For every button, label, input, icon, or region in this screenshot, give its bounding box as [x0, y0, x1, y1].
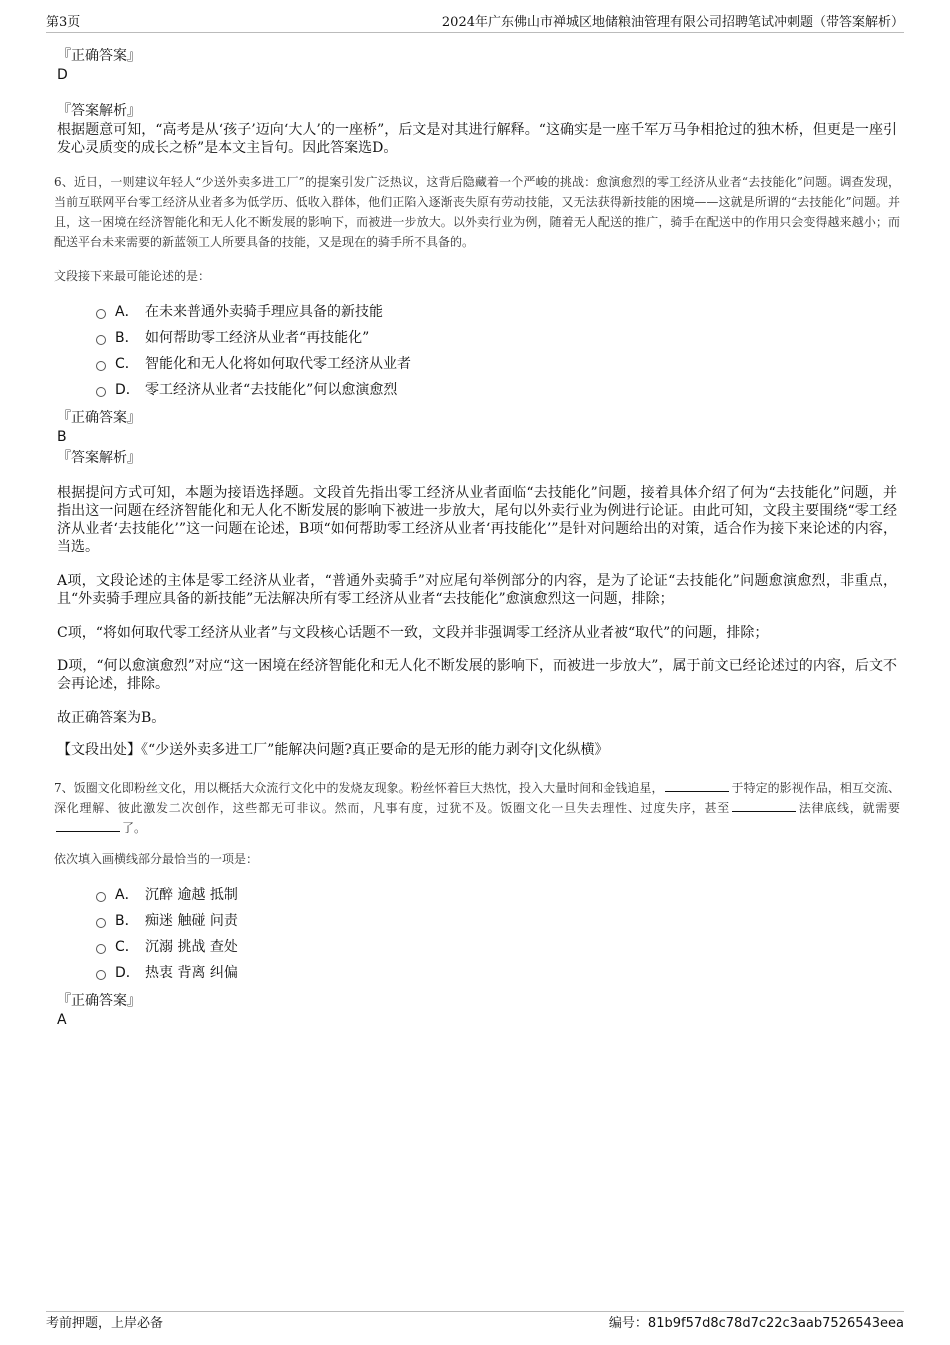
q7-question: [54, 778, 900, 838]
q7-answer-label: 『正确答案』: [57, 993, 141, 1009]
radio-icon[interactable]: [96, 309, 106, 319]
q6-answer-label: 『正确答案』: [57, 410, 141, 426]
radio-icon[interactable]: [96, 970, 106, 980]
option-text: 沉醉 逾越 抵制: [145, 887, 238, 903]
radio-icon[interactable]: [96, 387, 106, 397]
option-letter: D．: [115, 965, 140, 981]
q7-prompt: 依次填入画横线部分最恰当的一项是：: [54, 852, 259, 866]
q6-analysis-paragraph-4: D项，“何以愈演愈烈”对应“这一困境在经济智能化和无人化不断发展的影响下，而被进一步放大”，属于前文已经论述过的内容，后文不会再论述，排除。: [57, 658, 897, 692]
q6-answer: B: [57, 429, 67, 445]
option-text: 痴迷 触碰 问责: [145, 913, 238, 929]
option-text: 热衷 背离 纠偏: [145, 965, 238, 981]
q6-option-c[interactable]: [96, 355, 411, 373]
q7-question-part-4: 了。: [122, 821, 147, 835]
q6-analysis-paragraph-2: A项，文段论述的主体是零工经济从业者，“普通外卖骑手”对应尾句举例部分的内容，是为了论证“去技能化”问题愈演愈烈，非重点，且“外卖骑手理应具备的新技能”无法解决所有零工经济从业者“去技能化”愈演愈烈这一问题，排除；: [57, 573, 897, 607]
radio-icon[interactable]: [96, 944, 106, 954]
q6-analysis-paragraph-5: 故正确答案为B。: [57, 710, 166, 726]
footer-code-value: 81b9f57d8c78d7c22c3aab7526543eea: [647, 1316, 904, 1331]
q7-option-a[interactable]: [96, 886, 238, 904]
q6-source: 【文段出处】《“少送外卖多进工厂”能解决问题?真正要命的是无形的能力剥夺|文化纵横》: [57, 742, 609, 758]
radio-icon[interactable]: [96, 892, 106, 902]
fill-blank-1: [665, 779, 729, 792]
document-title: 2024年广东佛山市禅城区地储粮油管理有限公司招聘笔试冲刺题（带答案解析）: [441, 15, 904, 30]
fill-blank-3: [56, 819, 120, 832]
q6-analysis-paragraph-1: 根据提问方式可知，本题为接语选择题。文段首先指出零工经济从业者面临“去技能化”问题，接着具体介绍了何为“去技能化”问题，并指出这一问题在经济智能化和无人化不断发展的影响下被进一步放大，尾句以外卖行业为例进行论证。由此可知，文段主要围绕“零工经济从业者‘去技能化’”这一问题在论述，B项“如何帮助零工经济从业者‘再技能化’”是针对问题给出的对策，适合作为接下来论述的内容，当选。: [57, 485, 897, 555]
q7-option-c[interactable]: [96, 938, 238, 956]
option-text: 沉溺 挑战 查处: [145, 939, 238, 955]
radio-icon[interactable]: [96, 918, 106, 928]
footer-code-label: 编号：: [608, 1316, 648, 1331]
option-text: 零工经济从业者“去技能化”何以愈演愈烈: [145, 382, 398, 398]
option-text: 如何帮助零工经济从业者“再技能化”: [145, 330, 370, 346]
option-text: 智能化和无人化将如何取代零工经济从业者: [145, 356, 411, 372]
option-letter: B．: [115, 330, 139, 346]
q6-question: 6、近日，一则建议年轻人“少送外卖多进工厂”的提案引发广泛热议，这背后隐藏着一个严峻的挑战：愈演愈烈的零工经济从业者“去技能化”问题。调查发现，当前互联网平台零工经济从业者多为低学历、低收入群体，他们正陷入逐渐丧失原有劳动技能，又无法获得新技能的困境——这就是所谓的“去技能化”问题。并且，这一困境在经济智能化和无人化不断发展的影响下，而被进一步放大。以外卖行业为例，随着无人配送的推广，骑手在配送中的作用只会变得越来越小；而配送平台未来需要的新蓝领工人所要具备的技能，又是现在的骑手所不具备的。: [54, 175, 900, 249]
option-letter: C．: [115, 356, 139, 372]
option-letter: B．: [115, 913, 139, 929]
q7-option-d[interactable]: [96, 964, 238, 982]
q7-question-part-2: 于特定的影视作品，相互交流、深化理解、彼此激发二次创作，这些都无可非议。然而，凡事有度，过犹不及。饭圈文化一旦失去理性、过度失序，甚至: [54, 781, 900, 815]
page-number: 第3页: [46, 15, 81, 30]
q6-analysis-label: 『答案解析』: [57, 450, 141, 466]
q5-answer-label: 『正确答案』: [57, 48, 141, 64]
q6-option-d[interactable]: [96, 381, 397, 399]
footer-slogan: 考前押题，上岸必备: [46, 1316, 164, 1331]
option-letter: A．: [115, 887, 139, 903]
q6-option-b[interactable]: [96, 329, 369, 347]
radio-icon[interactable]: [96, 361, 106, 371]
radio-icon[interactable]: [96, 335, 106, 345]
footer-code: [609, 1315, 904, 1333]
fill-blank-2: [732, 799, 796, 812]
q6-analysis-paragraph-3: C项，“将如何取代零工经济从业者”与文段核心话题不一致，文段并非强调零工经济从业者被“取代”的问题，排除；: [57, 625, 769, 641]
q5-answer: D: [57, 67, 68, 83]
q7-question-part-3: 法律底线，就需要: [797, 801, 900, 815]
option-text: 在未来普通外卖骑手理应具备的新技能: [145, 304, 383, 320]
page-header: [46, 14, 904, 33]
q7-question-part-1: 7、饭圈文化即粉丝文化，用以概括大众流行文化中的发烧友现象。粉丝怀着巨大热忱，投入大量时间和金钱追星，: [54, 781, 664, 795]
q7-answer: A: [57, 1012, 67, 1028]
option-letter: A．: [115, 304, 139, 320]
q5-analysis: 根据题意可知，“高考是从‘孩子’迈向‘大人’的一座桥”，后文是对其进行解释。“这确实是一座千军万马争相抢过的独木桥，但更是一座引发心灵质变的成长之桥”是本文主旨句。因此答案选D。: [57, 122, 897, 156]
option-letter: D．: [115, 382, 140, 398]
q5-analysis-label: 『答案解析』: [57, 103, 141, 119]
page-footer: [46, 1311, 904, 1334]
q6-option-a[interactable]: [96, 303, 383, 321]
q6-prompt: 文段接下来最可能论述的是：: [54, 269, 211, 283]
option-letter: C．: [115, 939, 139, 955]
q7-option-b[interactable]: [96, 912, 238, 930]
